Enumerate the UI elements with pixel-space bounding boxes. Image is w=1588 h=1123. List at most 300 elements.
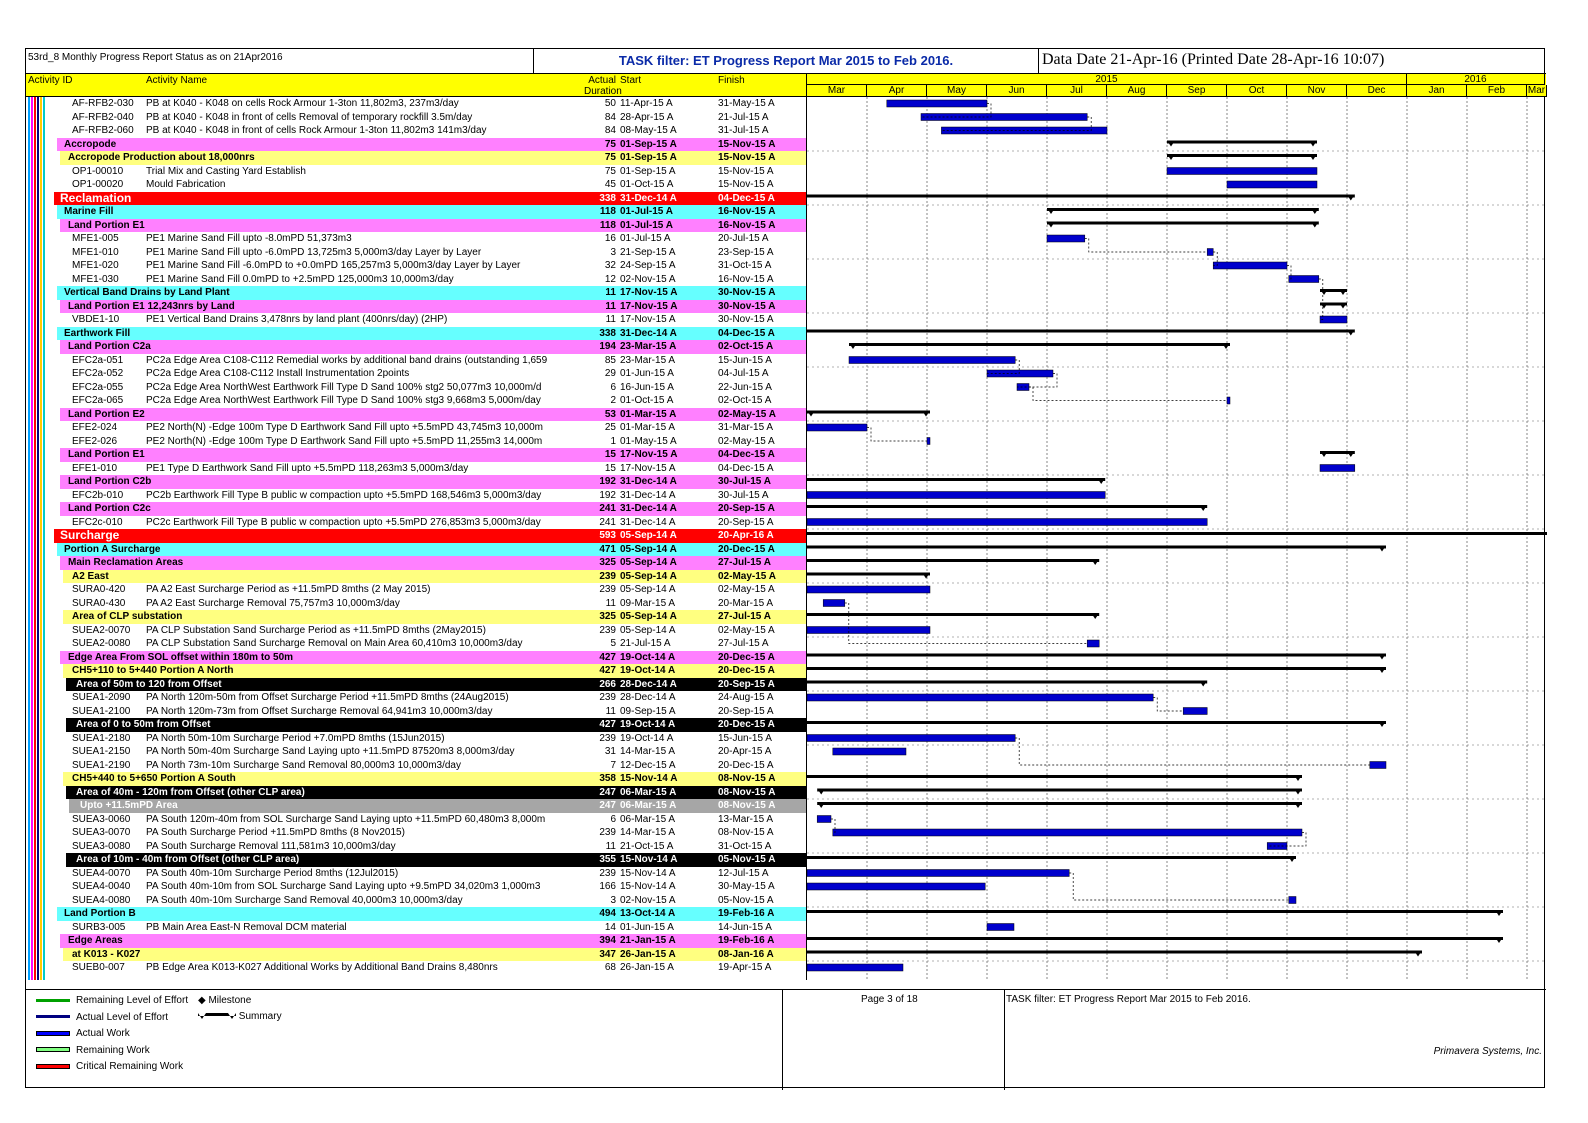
finish-date: 30-Jul-15 A	[718, 476, 771, 487]
table-row[interactable]	[26, 691, 806, 705]
activity-name: PE1 Vertical Band Drains 3,478nrs by land plant (400nrs/day) (2HP)	[146, 314, 448, 325]
activity-id: EFE1-010	[72, 462, 118, 474]
finish-date: 30-Nov-15 A	[718, 300, 776, 312]
legend-label: Actual Level of Effort	[76, 1011, 169, 1023]
start-date: 01-Jul-15 A	[620, 233, 671, 244]
actual-duration: 192	[599, 476, 616, 487]
col-activity-id[interactable]: Activity ID	[28, 75, 73, 86]
start-date: 31-Dec-14 A	[620, 489, 676, 501]
activity-name: PE1 Marine Sand Fill -6.0mPD to +0.0mPD 165,257m3 5,000m3/day Layer by Layer	[146, 260, 521, 271]
col-actual-duration-line2: Duration	[584, 86, 622, 97]
relationship-line	[1029, 387, 1227, 401]
wbs-name: Edge Area From SOL offset within 180m to 50m	[68, 651, 294, 663]
actual-work-bar	[887, 100, 987, 107]
actual-duration: 239	[599, 827, 616, 838]
finish-date: 20-Jul-15 A	[718, 233, 769, 244]
wbs-row[interactable]	[26, 786, 806, 800]
start-date: 15-Nov-14 A	[620, 881, 676, 892]
wbs-name: Land Portion E1 12,243nrs by Land	[68, 300, 235, 312]
actual-duration: 593	[599, 530, 616, 541]
summary-bar	[1167, 141, 1317, 144]
table-row[interactable]	[26, 246, 806, 260]
wbs-row[interactable]	[26, 138, 806, 152]
activity-name: PA South Surcharge Period +11.5mPD 8mths (8 Nov2015)	[146, 827, 405, 838]
actual-duration: 25	[604, 422, 616, 433]
gantt-svg	[807, 97, 1547, 980]
activity-name: PE2 North(N) -Edge 100m Type D Earthwork Sand Fill upto +5.5mPD 43,745m3 10,000m	[146, 422, 543, 433]
table-row[interactable]	[26, 273, 806, 287]
finish-date: 23-Sep-15 A	[718, 246, 774, 258]
actual-work-bar	[1213, 262, 1287, 269]
wbs-name: Accropode	[64, 138, 117, 150]
finish-date: 31-Jul-15 A	[718, 125, 769, 136]
activity-id: OP1-00010	[72, 165, 124, 177]
legend-item	[36, 994, 188, 1008]
actual-work-bar	[987, 370, 1053, 377]
actual-duration: 1	[610, 435, 616, 447]
actual-duration: 239	[599, 570, 616, 582]
wbs-name: Area of 50m to 120 from Offset	[76, 678, 222, 690]
start-date: 31-Dec-14 A	[620, 327, 677, 339]
wbs-row[interactable]	[26, 448, 806, 462]
actual-work-bar	[1167, 168, 1317, 175]
wbs-row[interactable]	[26, 300, 806, 314]
finish-date: 30-Nov-15 A	[718, 287, 776, 298]
table-row[interactable]	[26, 381, 806, 395]
finish-date: 30-Nov-15 A	[718, 314, 774, 325]
finish-date: 02-Oct-15 A	[718, 341, 774, 352]
finish-date: 15-Nov-15 A	[718, 152, 776, 163]
finish-date: 04-Dec-15 A	[718, 192, 775, 204]
wbs-name: at K013 - K027	[72, 948, 141, 960]
activity-id: SUEA4-0070	[72, 867, 131, 879]
wbs-name: CH5+440 to 5+650 Portion A South	[72, 773, 236, 784]
actual-duration: 53	[604, 408, 616, 420]
actual-work-bar	[807, 424, 867, 431]
legend-label: Critical Remaining Work	[76, 1061, 184, 1072]
actual-work-bar	[921, 114, 1087, 121]
start-date: 08-May-15 A	[620, 125, 677, 136]
actual-duration: 7	[610, 759, 616, 771]
wbs-row[interactable]	[26, 219, 806, 233]
relationship-line	[867, 428, 927, 442]
wbs-row[interactable]	[26, 772, 806, 786]
table-row[interactable]	[26, 489, 806, 503]
activity-name: PA CLP Substation Sand Surcharge Period as +11.5mPD 8mths (2May2015)	[146, 624, 486, 636]
finish-date: 02-May-15 A	[718, 624, 775, 636]
actual-duration: 11	[605, 705, 616, 717]
finish-date: 21-Jul-15 A	[718, 111, 769, 123]
actual-duration: 471	[599, 543, 616, 555]
activity-id: AF-RFB2-030	[72, 98, 134, 109]
summary-bar	[807, 667, 1386, 670]
month-label: Sep	[1167, 85, 1227, 97]
start-date: 14-Mar-15 A	[620, 827, 676, 838]
wbs-row[interactable]	[26, 651, 806, 665]
finish-date: 31-Mar-15 A	[718, 422, 774, 433]
legend-item	[36, 1044, 150, 1058]
actual-duration: 68	[604, 962, 616, 973]
wbs-row[interactable]	[26, 408, 806, 422]
actual-duration: 5	[610, 638, 616, 649]
table-row[interactable]	[26, 111, 806, 125]
wbs-row[interactable]	[26, 529, 806, 543]
start-date: 17-Nov-15 A	[620, 314, 676, 325]
finish-date: 08-Jan-16 A	[718, 948, 774, 960]
start-date: 02-Nov-15 A	[620, 894, 676, 906]
summary-bar	[807, 775, 1302, 778]
table-row[interactable]	[26, 435, 806, 449]
finish-date: 20-Dec-15 A	[718, 759, 774, 771]
table-row[interactable]	[26, 813, 806, 827]
actual-work-bar	[807, 883, 985, 890]
wbs-name: Portion A Surcharge	[64, 543, 161, 555]
activity-name: PC2a Edge Area C108-C112 Remedial works by additional band drains (outstanding 1,659	[146, 354, 548, 366]
actual-work-bar	[833, 748, 906, 755]
table-row[interactable]	[26, 462, 806, 476]
start-date: 31-Dec-14 A	[620, 192, 677, 204]
table-row[interactable]	[26, 705, 806, 719]
actual-duration: 239	[599, 584, 616, 595]
table-row[interactable]	[26, 367, 806, 381]
table-row[interactable]	[26, 259, 806, 273]
table-row[interactable]	[26, 124, 806, 138]
activity-name: PE1 Marine Sand Fill upto -8.0mPD 51,373m3	[146, 233, 352, 244]
wbs-row[interactable]	[26, 799, 806, 813]
actual-duration: 11	[605, 840, 616, 852]
actual-work-bar	[1227, 397, 1230, 404]
table-row[interactable]	[26, 165, 806, 179]
start-date: 21-Jan-15 A	[620, 935, 676, 946]
wbs-name: Land Portion C2b	[68, 476, 152, 487]
start-date: 01-Oct-15 A	[620, 179, 674, 190]
activity-id: EFC2c-010	[72, 516, 123, 528]
actual-work-bar	[1017, 384, 1029, 391]
finish-date: 02-May-15 A	[718, 584, 775, 595]
finish-date: 19-Feb-16 A	[718, 908, 775, 919]
finish-date: 27-Jul-15 A	[718, 638, 769, 649]
activity-id: SUEA2-0070	[72, 624, 131, 636]
month-label: Jun	[987, 85, 1047, 97]
wbs-row[interactable]	[26, 543, 806, 557]
wbs-row[interactable]	[26, 556, 806, 570]
legend-item	[36, 1027, 130, 1041]
finish-date: 16-Nov-15 A	[718, 206, 776, 217]
month-label: Jan	[1407, 85, 1467, 97]
table-row[interactable]	[26, 178, 806, 192]
wbs-name: Land Portion E1	[68, 449, 145, 460]
finish-date: 08-Nov-15 A	[718, 827, 774, 838]
actual-duration: 75	[604, 138, 616, 150]
footer-divider	[782, 990, 783, 1090]
wbs-row[interactable]	[26, 853, 806, 867]
activity-id: EFC2b-010	[72, 489, 124, 501]
finish-date: 20-Sep-15 A	[718, 503, 775, 514]
activity-name: PA South 120m-40m from SOL Surcharge Sand Laying upto +11.5mPD 60,480m3 8,000m	[146, 813, 546, 825]
month-label: Feb	[1467, 85, 1527, 97]
month-label: Jul	[1047, 85, 1107, 97]
wbs-row[interactable]	[26, 948, 806, 962]
activity-id: EFC2a-051	[72, 354, 124, 366]
legend-label: Remaining Work	[76, 1044, 150, 1056]
actual-duration: 239	[599, 624, 616, 636]
start-date: 13-Oct-14 A	[620, 908, 676, 919]
table-row[interactable]	[26, 840, 806, 854]
page-number: Page 3 of 18	[861, 994, 918, 1005]
activity-name: PA North 50m-10m Surcharge Period +7.0mPD 8mths (15Jun2015)	[146, 732, 445, 744]
activity-name: PE1 Type D Earthwork Sand Fill upto +5.5mPD 118,263m3 5,000m3/day	[146, 462, 469, 474]
activity-id: SUEA1-2150	[72, 746, 131, 757]
summary-bar	[807, 559, 1099, 562]
start-date: 05-Sep-14 A	[620, 611, 677, 622]
legend-summary	[198, 1010, 282, 1024]
activity-name: PA North 50m-40m Surcharge Sand Laying upto +11.5mPD 87520m3 8,000m3/day	[146, 746, 515, 757]
wbs-name: CH5+110 to 5+440 Portion A North	[72, 665, 234, 676]
legend-label: Remaining Level of Effort	[76, 995, 189, 1006]
start-date: 31-Dec-14 A	[620, 516, 676, 528]
table-row[interactable]	[26, 597, 806, 611]
finish-date: 02-Oct-15 A	[718, 395, 772, 406]
summary-bar	[807, 856, 1296, 859]
activity-name: PA CLP Substation Sand Surcharge Removal on Main Area 60,410m3 10,000m3/day	[146, 638, 523, 649]
table-row[interactable]	[26, 745, 806, 759]
col-actual-duration-line1: Actual	[588, 75, 616, 86]
actual-duration: 338	[599, 192, 616, 204]
wbs-row[interactable]	[26, 678, 806, 692]
gantt-chart	[806, 97, 1546, 980]
actual-duration: 118	[599, 219, 616, 231]
report-frame	[25, 48, 1545, 1088]
table-row[interactable]	[26, 421, 806, 435]
table-row[interactable]	[26, 97, 806, 111]
year-label: 2015	[807, 74, 1407, 85]
activity-name: PB Edge Area K013-K027 Additional Works by Additional Band Drains 8,480nrs	[146, 962, 498, 973]
activity-name: PA A2 East Surcharge Removal 75,757m3 10,000m3/day	[146, 597, 400, 609]
wbs-name: Surcharge	[60, 528, 120, 542]
start-date: 12-Dec-15 A	[620, 759, 676, 771]
col-start[interactable]: Start	[620, 75, 642, 86]
wbs-name: Earthwork Fill	[64, 327, 131, 339]
actual-duration: 16	[604, 233, 616, 244]
actual-work-bar	[807, 627, 930, 634]
finish-date: 20-Sep-15 A	[718, 705, 774, 717]
summary-bar	[807, 532, 1547, 535]
activity-id: SUEA1-2100	[72, 705, 131, 717]
actual-work-bar	[1320, 316, 1347, 323]
start-date: 05-Sep-14 A	[620, 543, 677, 555]
start-date: 09-Mar-15 A	[620, 597, 676, 609]
finish-date: 04-Dec-15 A	[718, 462, 774, 474]
wbs-row[interactable]	[26, 327, 806, 341]
wbs-name: Vertical Band Drains by Land Plant	[64, 287, 230, 298]
activity-name: PE1 Marine Sand Fill upto -6.0mPD 13,725m3 5,000m3/day Layer by Layer	[146, 246, 482, 258]
month-label: Aug	[1107, 85, 1167, 97]
activity-name: PC2b Earthwork Fill Type B public w compaction upto +5.5mPD 168,546m3 5,000m3/day	[146, 489, 542, 501]
actual-duration: 2	[610, 395, 616, 406]
activity-name: PA North 120m-50m from Offset Surcharge Period +11.5mPD 8mths (24Aug2015)	[146, 692, 509, 703]
table-row[interactable]	[26, 232, 806, 246]
wbs-row[interactable]	[26, 907, 806, 921]
wbs-row[interactable]	[26, 610, 806, 624]
finish-date: 20-Sep-15 A	[718, 516, 774, 528]
relationship-line	[1015, 738, 1370, 765]
table-row[interactable]	[26, 961, 806, 975]
finish-date: 15-Nov-15 A	[718, 165, 774, 177]
start-date: 11-Apr-15 A	[620, 98, 673, 109]
relationship-line	[1085, 239, 1207, 253]
wbs-row[interactable]	[26, 664, 806, 678]
actual-duration: 239	[599, 867, 616, 879]
table-row[interactable]	[26, 516, 806, 530]
actual-work-bar	[927, 438, 930, 445]
wbs-row[interactable]	[26, 502, 806, 516]
wbs-row[interactable]	[26, 151, 806, 165]
activity-id: SURA0-430	[72, 597, 126, 609]
start-date: 06-Mar-15 A	[620, 786, 677, 798]
start-date: 19-Oct-14 A	[620, 651, 676, 663]
finish-date: 15-Jun-15 A	[718, 732, 772, 744]
table-row[interactable]	[26, 354, 806, 368]
activity-id: SUEA4-0080	[72, 894, 131, 906]
wbs-row[interactable]	[26, 475, 806, 489]
finish-date: 08-Nov-15 A	[718, 773, 776, 784]
start-date: 31-Dec-14 A	[620, 476, 677, 487]
activity-name: PA South Surcharge Removal 111,581m3 10,000m3/day	[146, 840, 396, 852]
month-label: Mar	[1527, 85, 1546, 96]
start-date: 21-Oct-15 A	[620, 840, 674, 852]
activity-id: EFC2a-055	[72, 381, 124, 393]
activity-name: PE1 Marine Sand Fill 0.0mPD to +2.5mPD 125,000m3 10,000m3/day	[146, 273, 454, 285]
finish-date: 22-Jun-15 A	[718, 381, 772, 393]
wbs-row[interactable]	[26, 340, 806, 354]
finish-date: 15-Jun-15 A	[718, 354, 772, 366]
table-row[interactable]	[26, 313, 806, 327]
finish-date: 30-Jul-15 A	[718, 489, 769, 501]
col-finish[interactable]: Finish	[718, 75, 745, 86]
legend-milestone-label: Milestone	[208, 995, 252, 1006]
finish-date: 05-Nov-15 A	[718, 894, 774, 906]
activity-name: PA North 120m-73m from Offset Surcharge Removal 64,941m3 10,000m3/day	[146, 705, 493, 717]
finish-date: 04-Dec-15 A	[718, 327, 775, 339]
table-row[interactable]	[26, 583, 806, 597]
actual-duration: 11	[605, 287, 616, 298]
table-row[interactable]	[26, 826, 806, 840]
legend-label: Actual Work	[76, 1028, 130, 1039]
summary-bar	[807, 330, 1355, 333]
finish-date: 19-Apr-15 A	[718, 962, 772, 973]
summary-bar	[807, 721, 1386, 724]
wbs-row[interactable]	[26, 718, 806, 732]
activity-id: SUEA4-0040	[72, 881, 131, 892]
start-date: 28-Dec-14 A	[620, 678, 677, 690]
col-activity-name[interactable]: Activity Name	[146, 75, 208, 86]
finish-date: 04-Dec-15 A	[718, 449, 775, 460]
finish-date: 20-Mar-15 A	[718, 597, 774, 609]
table-row[interactable]	[26, 394, 806, 408]
table-row[interactable]	[26, 624, 806, 638]
activity-name: PC2a Edge Area C108-C112 Install Instrumentation 2points	[146, 368, 410, 379]
legend-swatch	[36, 1015, 70, 1018]
actual-work-bar	[823, 600, 845, 607]
table-row[interactable]	[26, 732, 806, 746]
actual-duration: 84	[604, 111, 616, 123]
actual-duration: 3	[610, 246, 616, 258]
start-date: 09-Sep-15 A	[620, 705, 676, 717]
wbs-row[interactable]	[26, 205, 806, 219]
finish-date: 31-May-15 A	[718, 98, 775, 109]
wbs-name: Land Portion C2c	[68, 503, 151, 514]
col-actual-duration[interactable]	[584, 75, 622, 97]
actual-duration: 427	[599, 651, 616, 663]
legend-item	[36, 1060, 183, 1074]
table-row[interactable]	[26, 637, 806, 651]
summary-bar	[817, 789, 1302, 792]
wbs-name: Land Portion C2a	[68, 341, 151, 352]
actual-duration: 45	[604, 179, 616, 190]
actual-duration: 84	[604, 125, 616, 136]
actual-duration: 355	[599, 854, 616, 865]
actual-duration: 3	[610, 894, 616, 906]
summary-bar	[1047, 222, 1319, 225]
summary-bar	[807, 951, 1422, 954]
activity-name: PB at K040 - K048 in front of cells Removal of temporary rockfill 3.5m/day	[146, 111, 473, 123]
actual-work-bar	[833, 829, 1302, 836]
activity-id: OP1-00020	[72, 179, 124, 190]
table-row[interactable]	[26, 880, 806, 894]
actual-duration: 247	[599, 800, 616, 811]
start-date: 19-Oct-14 A	[620, 719, 676, 730]
actual-work-bar	[1227, 181, 1317, 188]
activity-name: PC2c Earthwork Fill Type B public w compaction upto +5.5mPD 276,853m3 5,000m3/day	[146, 516, 541, 528]
actual-duration: 11	[605, 314, 616, 325]
activity-id: SUEB0-007	[72, 962, 125, 973]
wbs-row[interactable]	[26, 570, 806, 584]
actual-duration: 427	[599, 719, 616, 730]
start-date: 01-May-15 A	[620, 435, 677, 447]
start-date: 05-Sep-14 A	[620, 530, 677, 541]
start-date: 19-Oct-14 A	[620, 665, 676, 676]
wbs-row[interactable]	[26, 286, 806, 300]
actual-work-bar	[1207, 249, 1213, 256]
table-row[interactable]	[26, 894, 806, 908]
wbs-name: Upto +11.5mPD Area	[80, 800, 178, 811]
month-label: Apr	[867, 85, 927, 97]
activity-name: PA South 40m-10m Surcharge Period 8mths (12Jul2015)	[146, 867, 399, 879]
wbs-row[interactable]	[26, 934, 806, 948]
start-date: 06-Mar-15 A	[620, 813, 676, 825]
actual-duration: 247	[599, 786, 616, 798]
start-date: 01-Sep-15 A	[620, 165, 676, 177]
finish-date: 20-Dec-15 A	[718, 719, 775, 730]
table-row[interactable]	[26, 759, 806, 773]
finish-date: 14-Jun-15 A	[718, 921, 772, 933]
finish-date: 16-Nov-15 A	[718, 219, 776, 231]
table-row[interactable]	[26, 921, 806, 935]
start-date: 15-Nov-14 A	[620, 854, 678, 865]
wbs-row[interactable]	[26, 192, 806, 206]
actual-duration: 118	[599, 206, 616, 217]
table-row[interactable]	[26, 867, 806, 881]
legend-summary-label: Summary	[238, 1011, 282, 1022]
finish-date: 08-Nov-15 A	[718, 786, 776, 798]
activity-id: SUEA1-2190	[72, 759, 131, 771]
start-date: 19-Oct-14 A	[620, 732, 674, 744]
activity-id: SUEA2-0080	[72, 638, 131, 649]
column-header	[26, 74, 806, 97]
actual-duration: 427	[599, 665, 616, 676]
actual-work-bar	[807, 870, 1069, 877]
start-date: 02-Nov-15 A	[620, 273, 676, 285]
